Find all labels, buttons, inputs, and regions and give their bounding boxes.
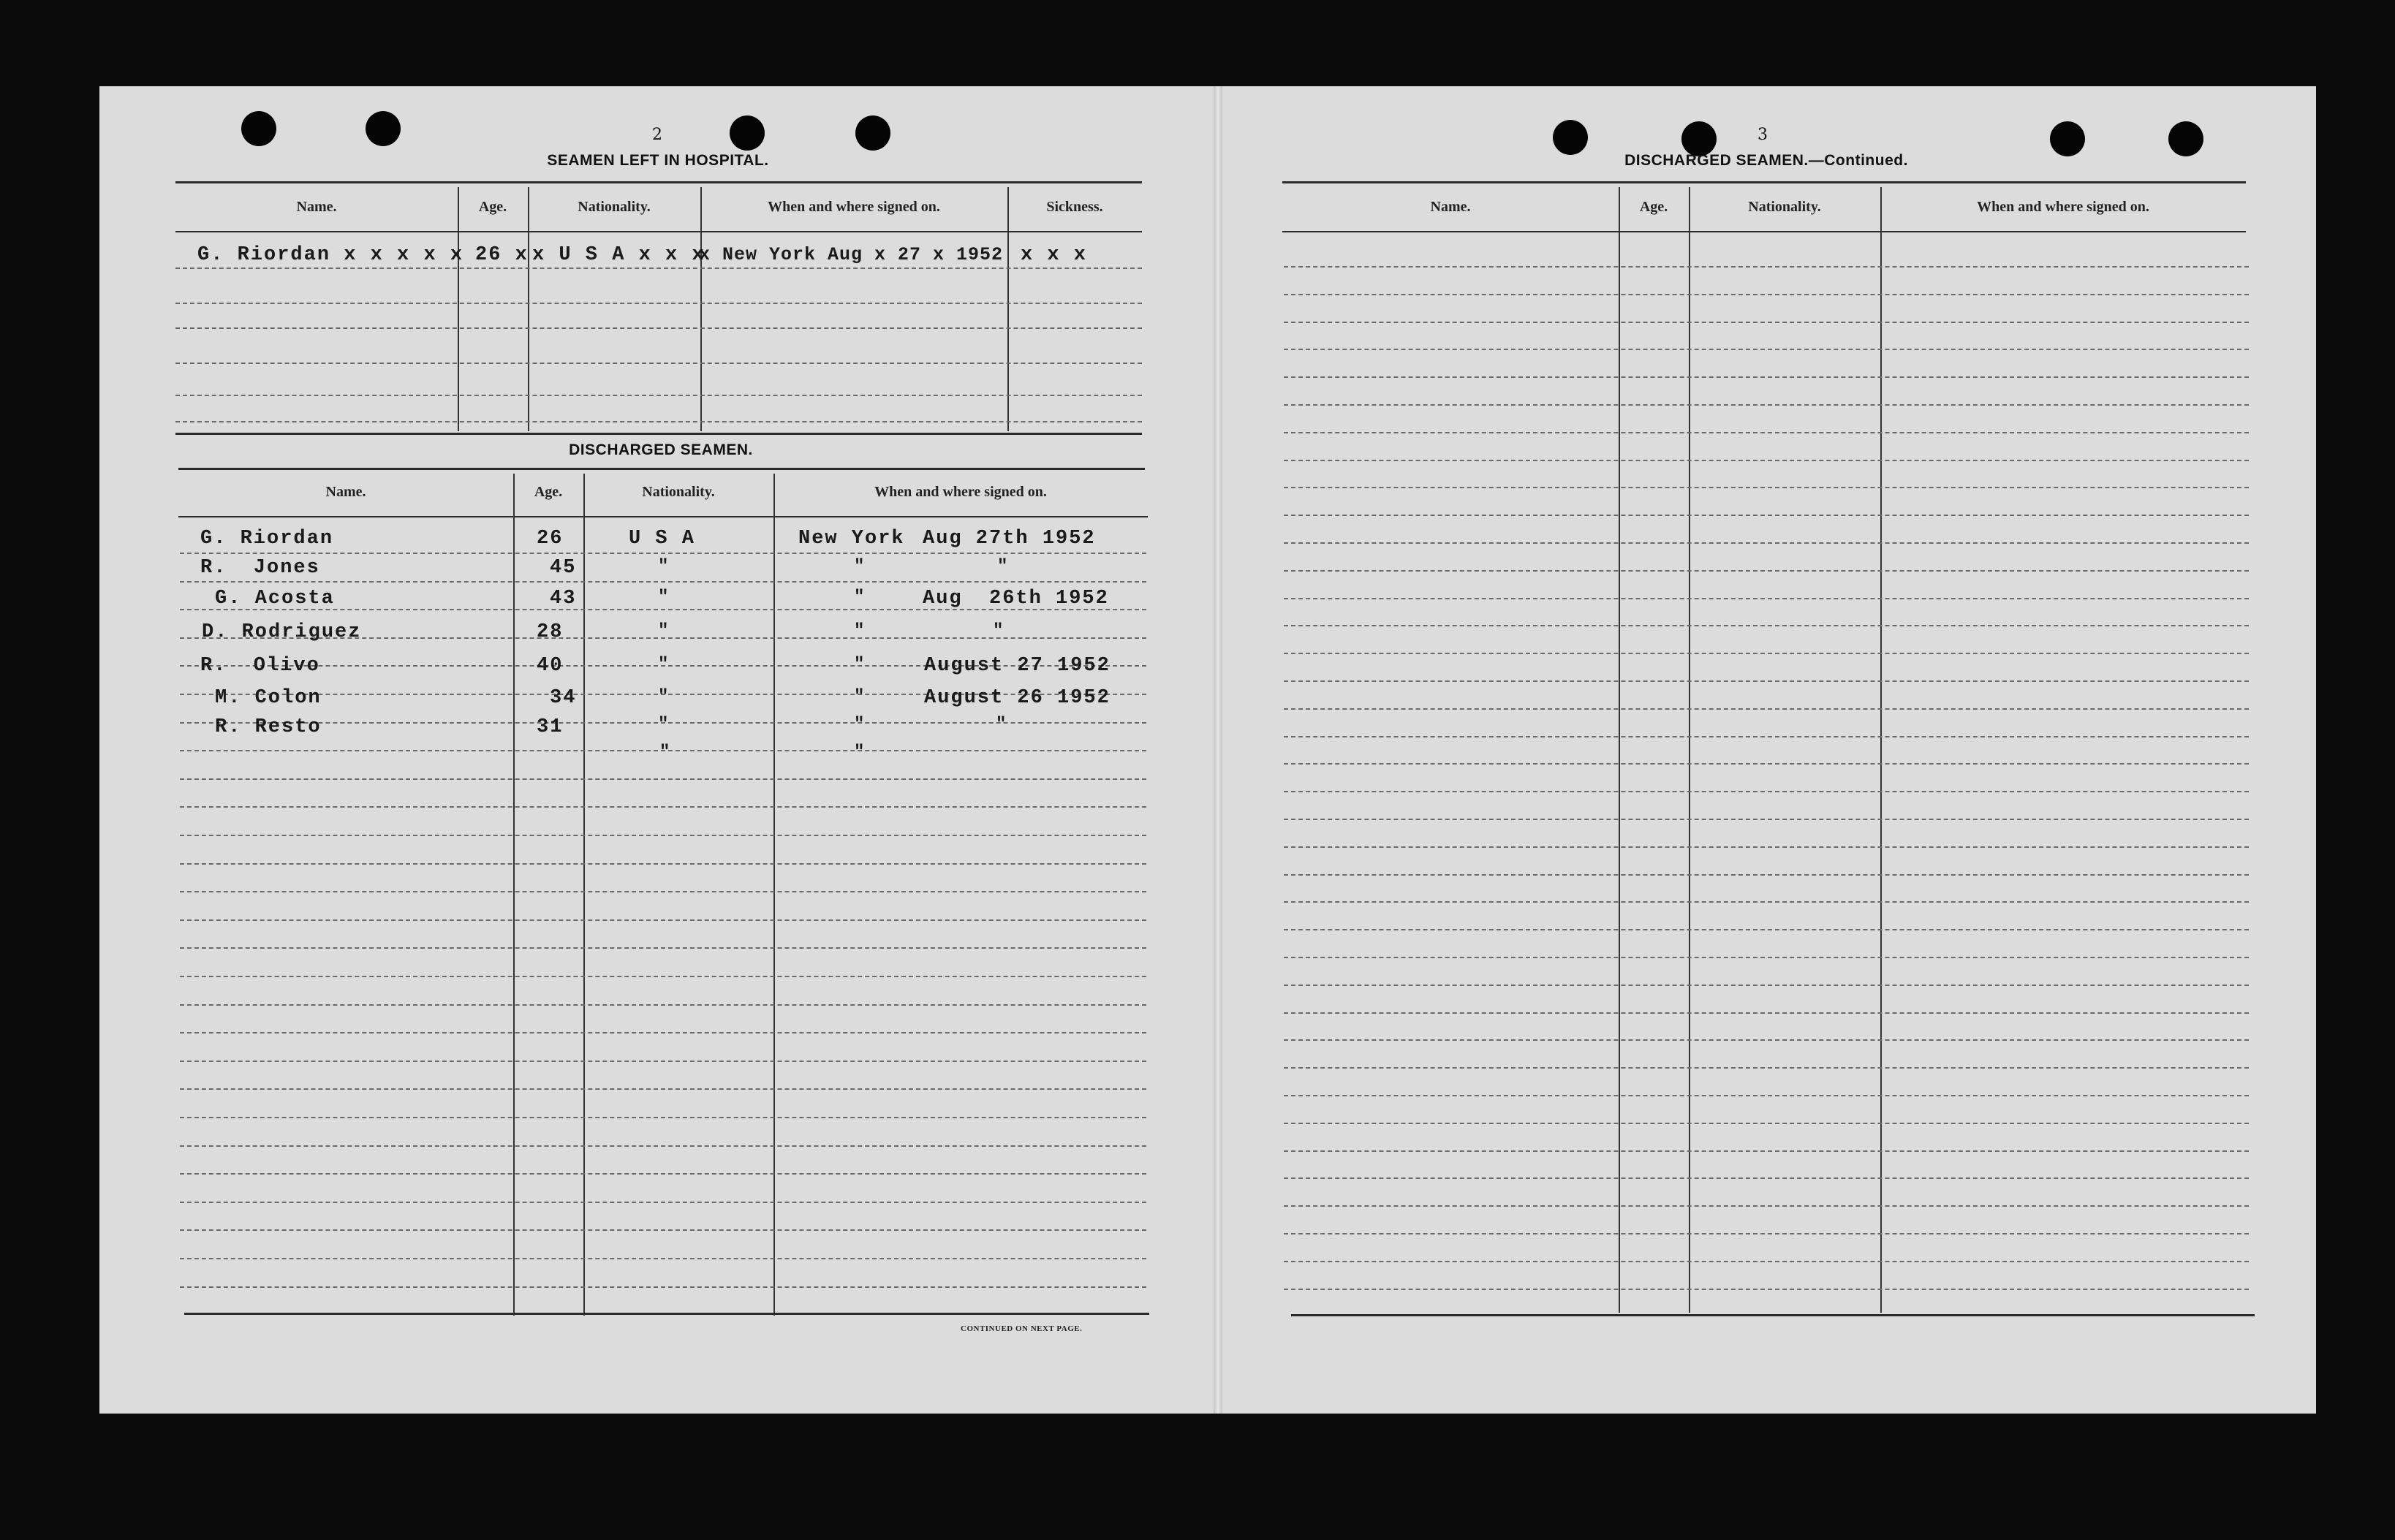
entry-line xyxy=(1284,819,2249,820)
hospital-entry-line xyxy=(175,268,1142,269)
hospital-entry-line xyxy=(175,327,1142,329)
hospital-bottom-rule xyxy=(175,433,1142,435)
discharged-age: 43 xyxy=(550,588,577,610)
discharged-date: Aug 27th 1952 xyxy=(923,528,1096,550)
hospital-heading: SEAMEN LEFT IN HOSPITAL. xyxy=(547,152,769,169)
discharged-name: G. Riordan xyxy=(200,528,334,550)
entry-line xyxy=(180,835,1146,836)
hospital-entry-line xyxy=(175,363,1142,364)
entry-line xyxy=(180,1061,1146,1062)
entry-line xyxy=(1284,625,2249,626)
struck-hospital-age: 26 x xyxy=(475,244,529,266)
discharged-name: R. Resto xyxy=(215,716,322,738)
discharged-nationality: " xyxy=(658,715,669,735)
entry-line xyxy=(1284,1289,2249,1290)
discharged-date: Aug 26th 1952 xyxy=(923,588,1109,610)
entry-line xyxy=(1284,957,2249,958)
discharged-age: 40 xyxy=(537,655,564,677)
right-divider xyxy=(1619,187,1620,1313)
entry-line xyxy=(180,1202,1146,1203)
entry-line xyxy=(1284,901,2249,903)
entry-line xyxy=(180,1004,1146,1006)
discharged-place: " xyxy=(854,588,865,607)
entry-line xyxy=(180,1088,1146,1090)
discharged-name: D. Rodriguez xyxy=(202,621,362,643)
right-header-rule xyxy=(1282,231,2246,232)
hospital-col-sickness: Sickness. xyxy=(1046,199,1103,215)
entry-line xyxy=(1284,294,2249,295)
entry-line xyxy=(1284,1039,2249,1041)
entry-line xyxy=(180,1173,1146,1175)
punch-hole xyxy=(2050,121,2085,156)
hospital-entry-line xyxy=(175,421,1142,422)
discharged-age: 26 xyxy=(537,528,564,550)
discharged-col-nationality: Nationality. xyxy=(642,484,715,500)
discharged-place: " xyxy=(854,557,865,577)
discharged-nationality: " xyxy=(658,655,669,675)
discharged-date: August 26 1952 xyxy=(924,687,1111,709)
struck-hospital-name: G. Riordan x x x x x xyxy=(197,244,464,266)
entry-line xyxy=(1284,404,2249,406)
discharged-place: " xyxy=(854,621,865,641)
entry-line xyxy=(1284,1150,2249,1152)
discharged-divider xyxy=(513,474,515,1316)
right-page xyxy=(1218,86,2316,1414)
discharged-name: R. Jones xyxy=(200,557,320,579)
discharged-nationality: " xyxy=(658,557,669,577)
entry-line xyxy=(1284,874,2249,876)
entry-line xyxy=(1284,515,2249,516)
page-number: 2 xyxy=(652,126,662,144)
entry-line xyxy=(180,553,1146,554)
discharged-nationality: U S A xyxy=(629,528,696,550)
discharged-date: " xyxy=(993,621,1004,641)
entry-line xyxy=(1284,1067,2249,1069)
right-top-rule xyxy=(1282,181,2246,183)
right-divider xyxy=(1689,187,1690,1313)
entry-line xyxy=(1284,1095,2249,1096)
punch-hole xyxy=(1553,120,1588,155)
punch-hole xyxy=(1681,121,1717,156)
trailing-ditto: " xyxy=(659,743,670,762)
entry-line xyxy=(180,1032,1146,1033)
entry-line xyxy=(1284,266,2249,268)
entry-line xyxy=(180,1258,1146,1259)
struck-hospital-signed-on: x New York Aug x 27 x 1952 xyxy=(699,244,1004,265)
entry-line xyxy=(1284,322,2249,323)
right-col-age: Age. xyxy=(1639,199,1668,215)
discharged-col-signed-on: When and where signed on. xyxy=(874,484,1047,500)
entry-line xyxy=(1284,1233,2249,1234)
hospital-col-age: Age. xyxy=(478,199,507,215)
entry-line xyxy=(1284,487,2249,488)
discharged-name: R. Olivo xyxy=(200,655,320,677)
discharged-nationality: " xyxy=(658,621,669,641)
discharged-place: " xyxy=(854,715,865,735)
page-number: 3 xyxy=(1758,126,1768,144)
entry-line xyxy=(1284,460,2249,461)
entry-line xyxy=(1284,349,2249,350)
entry-line xyxy=(180,806,1146,808)
entry-line xyxy=(180,778,1146,780)
entry-line xyxy=(1284,846,2249,848)
discharged-divider xyxy=(773,474,775,1316)
entry-line xyxy=(1284,791,2249,792)
struck-hospital-sickness: x x x xyxy=(1021,244,1088,266)
hospital-col-name: Name. xyxy=(296,199,337,215)
entry-line xyxy=(1284,1261,2249,1262)
discharged-age: 31 xyxy=(537,716,564,738)
punch-hole xyxy=(2168,121,2203,156)
entry-line xyxy=(180,1117,1146,1118)
entry-line xyxy=(1284,1177,2249,1179)
entry-line xyxy=(1284,680,2249,682)
entry-line xyxy=(180,1229,1146,1231)
entry-line xyxy=(1284,376,2249,378)
hospital-header-rule xyxy=(175,231,1142,232)
punch-hole xyxy=(855,115,890,151)
struck-hospital-nationality: x U S A x x x xyxy=(532,244,705,266)
discharged-divider xyxy=(583,474,585,1316)
entry-line xyxy=(1284,1012,2249,1014)
right-col-signed-on: When and where signed on. xyxy=(1977,199,2149,215)
discharged-date: " xyxy=(997,557,1008,577)
hospital-top-rule xyxy=(175,181,1142,183)
right-col-name: Name. xyxy=(1430,199,1471,215)
discharged-name: G. Acosta xyxy=(215,588,335,610)
continued-note: CONTINUED ON NEXT PAGE. xyxy=(961,1324,1083,1333)
discharged-age: 28 xyxy=(537,621,564,643)
entry-line xyxy=(1284,653,2249,654)
entry-line xyxy=(1284,763,2249,765)
entry-line xyxy=(1284,1205,2249,1207)
trailing-ditto: " xyxy=(854,743,865,762)
right-col-nationality: Nationality. xyxy=(1748,199,1821,215)
entry-line xyxy=(1284,598,2249,599)
punch-hole xyxy=(366,111,401,146)
entry-line xyxy=(1284,929,2249,930)
discharged-bottom-rule xyxy=(184,1313,1149,1315)
entry-line xyxy=(1284,570,2249,572)
discharged-nationality: " xyxy=(658,687,669,707)
discharged-col-age: Age. xyxy=(534,484,563,500)
discharged-place: " xyxy=(854,687,865,707)
discharged-age: 45 xyxy=(550,557,577,579)
page-fold xyxy=(1214,86,1222,1414)
entry-line xyxy=(1284,708,2249,710)
entry-line xyxy=(180,891,1146,892)
right-bottom-rule xyxy=(1291,1314,2255,1316)
entry-line xyxy=(1284,1123,2249,1124)
hospital-col-signed-on: When and where signed on. xyxy=(768,199,940,215)
entry-line xyxy=(1284,542,2249,544)
discharged-date: August 27 1952 xyxy=(924,655,1111,677)
continued-heading: DISCHARGED SEAMEN.—Continued. xyxy=(1624,152,1908,169)
discharged-age: 34 xyxy=(550,687,577,709)
discharged-header-rule xyxy=(178,516,1148,517)
entry-line xyxy=(180,581,1146,583)
entry-line xyxy=(180,947,1146,949)
entry-line xyxy=(180,1286,1146,1288)
discharged-name: M. Colon xyxy=(215,687,322,709)
hospital-col-nationality: Nationality. xyxy=(578,199,651,215)
entry-line xyxy=(180,1145,1146,1147)
right-divider xyxy=(1880,187,1882,1313)
discharged-top-rule xyxy=(178,468,1145,470)
entry-line xyxy=(180,863,1146,865)
discharged-place: New York xyxy=(798,528,905,550)
discharged-nationality: " xyxy=(658,588,669,607)
entry-line xyxy=(180,976,1146,977)
punch-hole xyxy=(730,115,765,151)
discharged-place: " xyxy=(854,655,865,675)
entry-line xyxy=(1284,736,2249,737)
entry-line xyxy=(1284,432,2249,433)
hospital-entry-line xyxy=(175,395,1142,396)
punch-hole xyxy=(241,111,276,146)
discharged-heading: DISCHARGED SEAMEN. xyxy=(569,441,753,458)
hospital-entry-line xyxy=(175,303,1142,304)
entry-line xyxy=(180,919,1146,921)
entry-line xyxy=(1284,985,2249,986)
discharged-col-name: Name. xyxy=(325,484,366,500)
discharged-date: " xyxy=(996,715,1007,735)
